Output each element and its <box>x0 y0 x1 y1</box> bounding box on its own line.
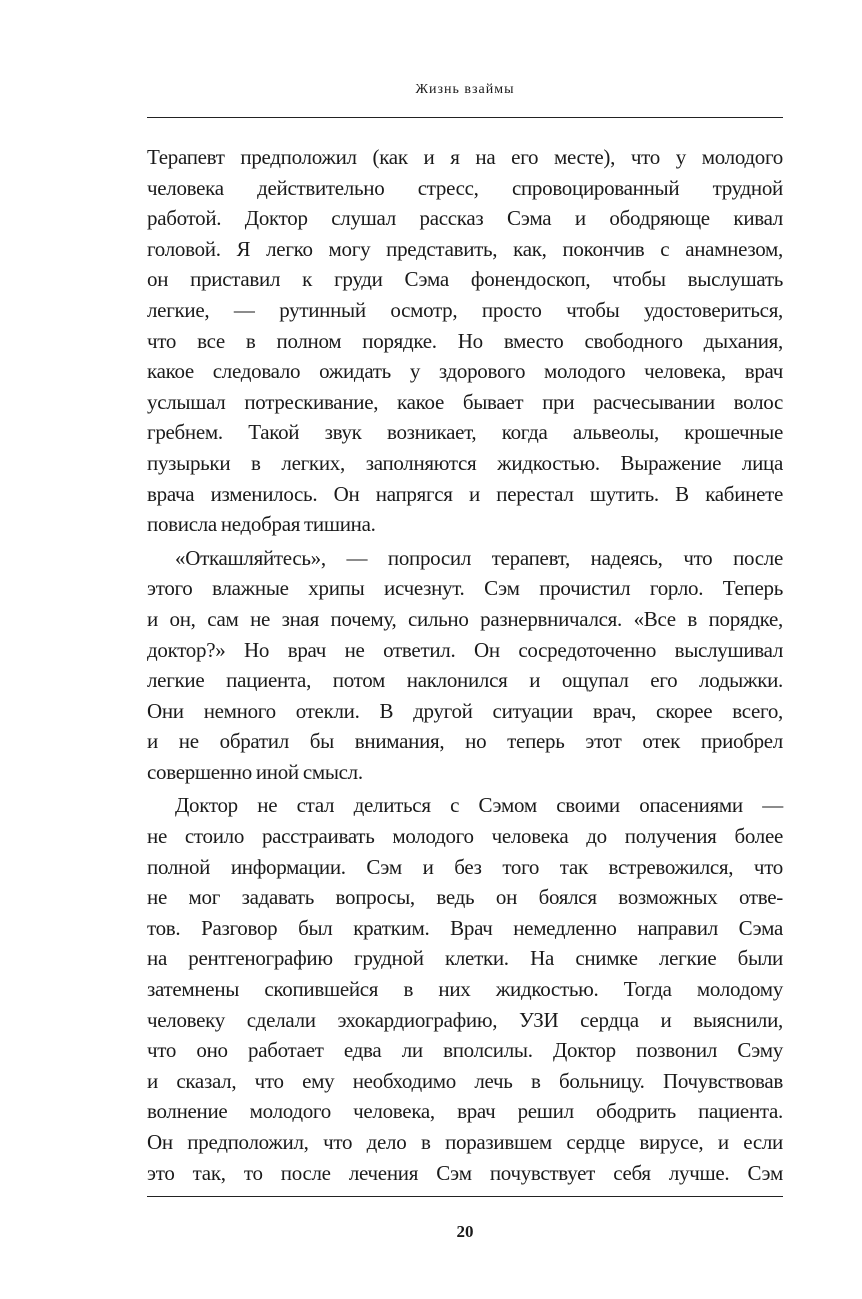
text-line: полной информации. Сэм и без того так встревожился, что <box>147 854 783 879</box>
text-line: что все в полном порядке. Но вместо свободного дыхания, <box>147 328 783 353</box>
text-line: что оно работает едва ли вполсилы. Доктор позвонил Сэму <box>147 1038 783 1063</box>
text-line: доктор?» Но врач не ответил. Он сосредоточенно выслушивал <box>147 637 783 662</box>
paragraph <box>147 142 783 540</box>
text-line: не стоило расстраивать молодого человека до получения более <box>147 824 783 849</box>
text-line: на рентгенографию грудной клетки. На снимке легкие были <box>147 946 783 971</box>
text-line: повисла недобрая тишина. <box>147 512 376 537</box>
text-line: человеку сделали эхокардиографию, УЗИ сердца и выяснили, <box>147 1007 783 1032</box>
text-line: не мог задавать вопросы, ведь он боялся возможных отве- <box>147 885 783 910</box>
text-line: он приставил к груди Сэма фонендоскоп, чтобы выслушать <box>147 267 783 292</box>
text-line: и сказал, что ему необходимо лечь в больницу. Почувствовав <box>147 1068 783 1093</box>
text-line: Доктор не стал делиться с Сэмом своими опасениями — <box>175 793 783 818</box>
body-text <box>147 142 783 1188</box>
text-line: легкие, — рутинный осмотр, просто чтобы удостовериться, <box>147 297 783 322</box>
header-rule <box>147 117 783 118</box>
text-line: головой. Я легко могу представить, как, покончив с анамнезом, <box>147 236 783 261</box>
text-line: какое следовало ожидать у здорового молодого человека, врач <box>147 359 783 384</box>
text-line: тов. Разговор был кратким. Врач немедленно направил Сэма <box>147 915 783 940</box>
text-line: услышал потрескивание, какое бывает при расчесывании волос <box>147 389 783 414</box>
text-line: совершенно иной смысл. <box>147 759 363 784</box>
text-line: этого влажные хрипы исчезнут. Сэм прочистил горло. Теперь <box>147 576 783 601</box>
text-line: и не обратил бы внимания, но теперь этот отек приобрел <box>147 729 783 754</box>
text-line: Он предположил, что дело в поразившем сердце вирусе, и если <box>147 1130 783 1154</box>
book-page <box>147 0 783 1243</box>
text-line: человека действительно стресс, спровоцированный трудной <box>147 175 783 200</box>
page-number: 20 <box>456 1222 474 1242</box>
paragraph <box>147 790 783 1188</box>
text-line: и он, сам не зная почему, сильно разнервничался. «Все в порядке, <box>147 606 783 631</box>
text-line: легкие пациента, потом наклонился и ощупал его лодыжки. <box>147 668 783 693</box>
text-line: Терапевт предположил (как и я на его месте), что у молодого <box>147 145 783 169</box>
text-line: «Откашляйтесь», — попросил терапевт, надеясь, что после <box>175 545 783 570</box>
running-head: Жизнь взаймы <box>415 82 515 97</box>
text-line: работой. Доктор слушал рассказ Сэма и ободряюще кивал <box>147 206 783 231</box>
text-line: врача изменилось. Он напрягся и перестал шутить. В кабинете <box>147 481 783 506</box>
footer-rule <box>147 1196 783 1197</box>
text-line: Они немного отекли. В другой ситуации врач, скорее всего, <box>147 698 783 723</box>
text-line: пузырьки в легких, заполняются жидкостью. Выражение лица <box>147 450 783 475</box>
text-line: волнение молодого человека, врач решил ободрить пациента. <box>147 1099 783 1124</box>
text-line: гребнем. Такой звук возникает, когда альвеолы, крошечные <box>147 420 783 445</box>
text-line: это так, то после лечения Сэм почувствует себя лучше. Сэм <box>147 1160 783 1185</box>
paragraph <box>147 543 783 788</box>
text-line: затемнены скопившейся в них жидкостью. Тогда молодому <box>147 977 783 1002</box>
